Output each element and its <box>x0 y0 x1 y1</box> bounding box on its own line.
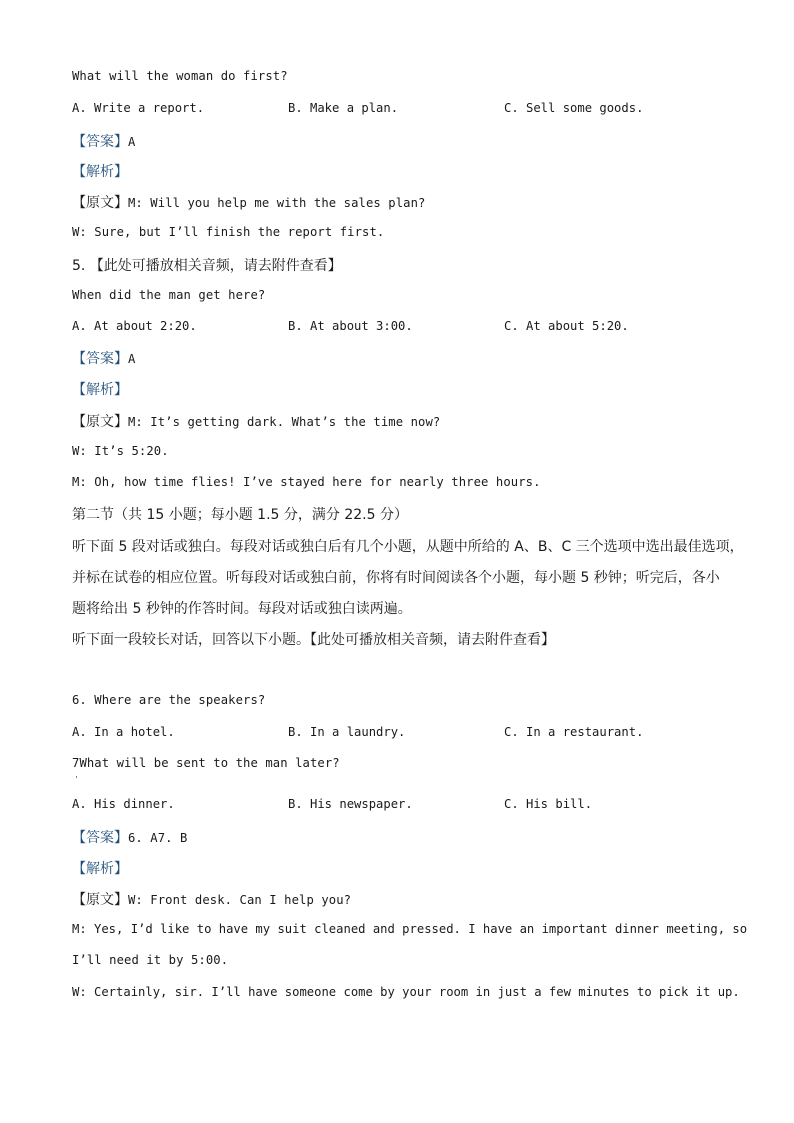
q6-option-c: C. In a restaurant. <box>504 725 644 739</box>
q67-analysis-tag: 【解析】 <box>72 861 128 877</box>
q7-question: What will be sent to the man later? <box>79 756 340 770</box>
q5-heading: 5. 【此处可播放相关音频，请去附件查看】 <box>72 258 342 274</box>
q4-option-c: C. Sell some goods. <box>504 101 644 115</box>
q4-question: What will the woman do first? <box>72 69 288 83</box>
q6-question: 6. Where are the speakers? <box>72 693 266 707</box>
section-2-title: 第二节（共 15 小题；每小题 1.5 分，满分 22.5 分） <box>72 507 408 523</box>
q6-option-b: B. In a laundry. <box>288 725 406 739</box>
q7-option-c: C. His bill. <box>504 797 593 811</box>
q67-line-1: W: Front desk. Can I help you? <box>128 893 352 907</box>
answer-tag: 【答案】 <box>72 351 128 367</box>
q67-answer: 6. A7. B <box>128 831 188 845</box>
q4-line-2: W: Sure, but I’ll finish the report first. <box>72 225 385 239</box>
q4-transcript-line-1 <box>72 192 426 212</box>
q67-line-4: W: Certainly, sir. I’ll have someone come by your room in just a few minutes to pick it up. <box>72 985 740 999</box>
answer-tag: 【答案】 <box>72 134 128 150</box>
q7-number-dot: ' <box>74 775 79 784</box>
q4-option-b: B. Make a plan. <box>288 101 399 115</box>
section-2-instruction-2: 并标在试卷的相应位置。听每段对话或独白前，你将有时间阅读各个小题，每小题 5 秒钟；听完后，各小 <box>72 570 720 586</box>
q7-number: 7 <box>72 756 80 770</box>
q4-answer-line <box>72 131 135 151</box>
q5-option-b: B. At about 3:00. <box>288 319 413 333</box>
q5-transcript-line-1 <box>72 411 440 431</box>
q67-line-2: M: Yes, I’d like to have my suit cleaned and pressed. I have an important dinner meeting, so <box>72 922 748 936</box>
q5-option-c: C. At about 5:20. <box>504 319 629 333</box>
q7-question-line <box>72 756 340 770</box>
q7-option-a: A. His dinner. <box>72 797 175 811</box>
q4-option-a: A. Write a report. <box>72 101 205 115</box>
q6-option-a: A. In a hotel. <box>72 725 175 739</box>
q5-question: When did the man get here? <box>72 288 266 302</box>
q5-answer: A <box>128 352 136 366</box>
orig-tag: 【原文】 <box>72 195 128 211</box>
q7-option-b: B. His newspaper. <box>288 797 413 811</box>
q5-line-2: W: It’s 5:20. <box>72 444 169 458</box>
q5-option-a: A. At about 2:20. <box>72 319 197 333</box>
q5-line-3: M: Oh, how time flies! I’ve stayed here for nearly three hours. <box>72 475 541 489</box>
q67-transcript-line-1 <box>72 889 351 909</box>
q67-answer-line <box>72 827 188 847</box>
q4-analysis-tag: 【解析】 <box>72 164 128 180</box>
orig-tag: 【原文】 <box>72 892 128 908</box>
q67-line-3: I’ll need it by 5:00. <box>72 953 229 967</box>
q5-line-1: M: It’s getting dark. What’s the time now? <box>128 415 441 429</box>
orig-tag: 【原文】 <box>72 414 128 430</box>
section-2-instruction-3: 题将给出 5 秒钟的作答时间。每段对话或独白读两遍。 <box>72 601 412 617</box>
section-2-instruction-1: 听下面 5 段对话或独白。每段对话或独白后有几个小题，从题中所给的 A、B、C 三个选项中选出最佳选项， <box>72 539 744 555</box>
q5-analysis-tag: 【解析】 <box>72 382 128 398</box>
q4-line-1: M: Will you help me with the sales plan? <box>128 196 426 210</box>
q5-answer-line <box>72 348 135 368</box>
dialog-intro: 听下面一段较长对话，回答以下小题。【此处可播放相关音频，请去附件查看】 <box>72 632 555 648</box>
q4-answer: A <box>128 135 136 149</box>
answer-tag: 【答案】 <box>72 830 128 846</box>
